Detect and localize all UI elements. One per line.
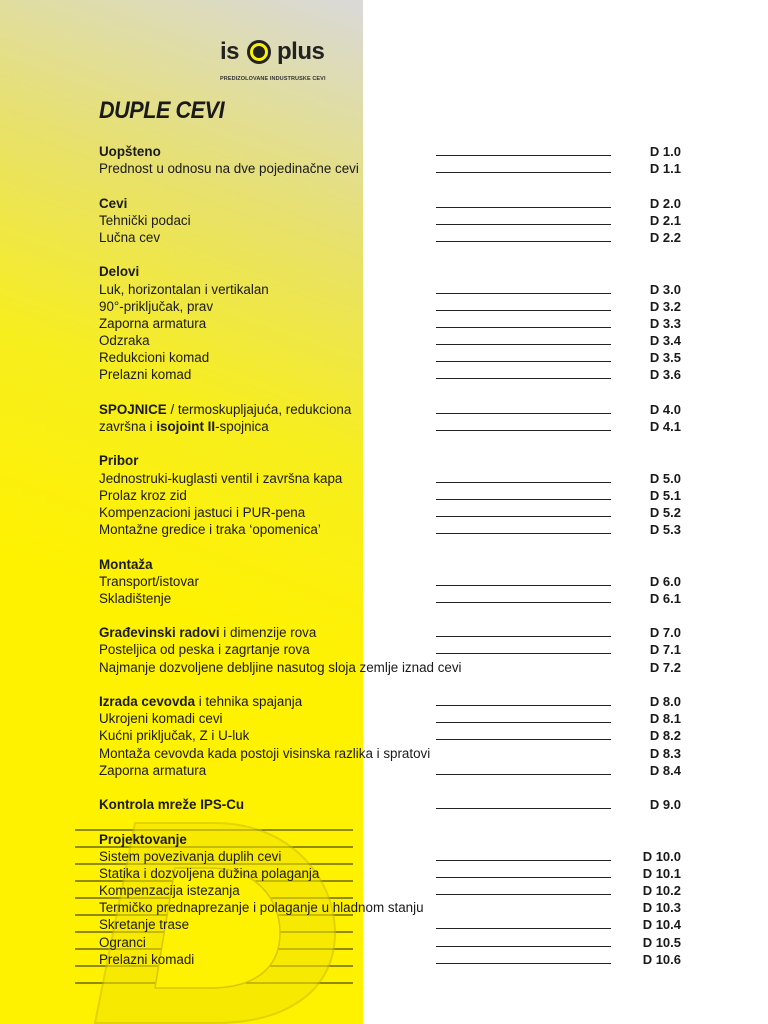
toc-entry-code: D 10.2 (642, 883, 681, 899)
toc-entry (99, 951, 689, 968)
toc-entry-label: Pribor (99, 453, 139, 469)
toc-entry-code: D 10.4 (642, 917, 681, 933)
leader-line (436, 310, 611, 311)
toc-entry (99, 573, 689, 590)
toc-entry (99, 229, 689, 246)
leader-line (436, 705, 611, 706)
toc-entry (99, 934, 689, 951)
leader-line (436, 413, 611, 414)
toc-entry (99, 899, 689, 916)
toc-entry-label: Zaporna armatura (99, 315, 207, 331)
toc-entry-code: D 10.6 (642, 951, 681, 967)
toc-entry (99, 693, 689, 710)
toc-entry (99, 916, 689, 933)
toc-entry-code: D 4.0 (649, 401, 681, 417)
toc-entry (99, 590, 689, 607)
leader-line (436, 224, 611, 225)
isoplus-logo (220, 38, 330, 88)
toc-entry-label: Jednostruki-kuglasti ventil i završna kapa (99, 470, 343, 486)
toc-entry-code: D 7.0 (649, 625, 681, 641)
toc-entry-label: Montaža cevovda kada postoji visinska razlika i spratovi (99, 745, 431, 761)
toc-section-heading (99, 195, 689, 212)
toc-entry (99, 487, 689, 504)
section-gap (99, 435, 689, 452)
toc-entry-code: D 8.3 (649, 745, 681, 761)
toc-entry-code: D 3.5 (649, 350, 681, 366)
section-gap (99, 384, 689, 401)
section-gap (99, 538, 689, 555)
toc-entry-code: D 6.0 (649, 573, 681, 589)
toc-entry-label: Statika i dozvoljena dužina polaganja (99, 865, 320, 881)
toc-entry-label: Skladištenje (99, 590, 172, 606)
toc-entry-code: D 1.0 (649, 144, 681, 159)
toc-entry (99, 848, 689, 865)
leader-line (436, 327, 611, 328)
toc-entry-code: D 4.1 (649, 419, 681, 434)
leader-line (436, 378, 611, 379)
leader-line (436, 860, 611, 861)
leader-line (436, 722, 611, 723)
toc-section-heading (99, 796, 689, 813)
toc-entry-code: D 7.1 (649, 642, 681, 658)
section-gap (99, 779, 689, 796)
toc-entry-code: D 3.3 (649, 315, 681, 331)
toc-entry (99, 710, 689, 727)
toc-section-heading (99, 263, 689, 280)
section-gap (99, 813, 689, 830)
toc-entry-label: Građevinski radovi i dimenzije rova (99, 625, 317, 641)
leader-line (436, 894, 611, 895)
leader-line (436, 361, 611, 362)
toc-entry-label: Ukrojeni komadi cevi (99, 711, 223, 727)
toc-entry-label: Kućni priključak, Z i U-luk (99, 728, 250, 744)
toc-entry (99, 332, 689, 349)
toc-entry (99, 762, 689, 779)
leader-line (436, 241, 611, 242)
toc-entry-code: D 5.0 (649, 470, 681, 486)
leader-line (436, 774, 611, 775)
toc-section-heading (99, 452, 689, 469)
toc-entry (99, 504, 689, 521)
toc-entry-label: Izrada cevovda i tehnika spajanja (99, 694, 303, 709)
leader-line (436, 533, 611, 534)
section-gap (99, 607, 689, 624)
section-gap (99, 177, 689, 194)
toc-entry-code: D 10.0 (642, 848, 681, 864)
leader-line (436, 482, 611, 483)
leader-line (436, 207, 611, 208)
toc-entry-label: Zaporna armatura (99, 762, 207, 778)
toc-entry (99, 470, 689, 487)
toc-entry-label: Uopšteno (99, 144, 161, 159)
toc-entry-label: Projektovanje (99, 831, 187, 847)
toc-entry-label: Sistem povezivanja duplih cevi (99, 848, 282, 864)
leader-line (436, 946, 611, 947)
leader-line (436, 928, 611, 929)
toc-entry-label: Termičko prednaprezanje i polaganje u hladnom stanju (99, 900, 424, 916)
logo-text-left: is (220, 38, 240, 65)
leader-line (436, 155, 611, 156)
toc-entry-code: D 3.6 (649, 367, 681, 383)
toc-entry-label: Lučna cev (99, 229, 161, 245)
toc-entry-label: Skretanje trase (99, 917, 190, 933)
toc-entry-code: D 3.4 (649, 333, 681, 349)
toc-entry-label: Cevi (99, 195, 128, 211)
toc-entry-label: Luk, horizontalan i vertikalan (99, 281, 269, 297)
toc-entry-label: Transport/istovar (99, 573, 199, 589)
toc-entry (99, 727, 689, 744)
toc-entry-label: Kontrola mreže IPS-Cu (99, 797, 245, 813)
leader-line (436, 653, 611, 654)
toc-entry-code: D 5.1 (649, 487, 681, 503)
toc-entry-code: D 2.2 (649, 229, 681, 245)
toc-entry (99, 521, 689, 538)
toc-entry-label: Tehnički podaci (99, 212, 191, 228)
toc-entry-label: Posteljica od peska i zagrtanje rova (99, 642, 310, 658)
toc-section-heading (99, 831, 689, 848)
toc-entry-label: Prednost u odnosu na dve pojedinačne cevi (99, 161, 359, 177)
toc-entry-code: D 3.2 (649, 298, 681, 314)
toc-entry-code: D 8.0 (649, 694, 681, 709)
toc-entry-label: Prelazni komad (99, 367, 192, 383)
toc-entry-code: D 1.1 (649, 161, 681, 177)
toc-entry-label: Kompenzacioni jastuci i PUR-pena (99, 504, 306, 520)
leader-line (436, 344, 611, 345)
toc-entry-label: Prolaz kroz zid (99, 487, 187, 503)
toc-entry-code: D 3.0 (649, 281, 681, 297)
leader-line (436, 636, 611, 637)
toc-entry-label: Prelazni komadi (99, 951, 195, 967)
toc-entry (99, 418, 689, 435)
toc-entry-code: D 8.1 (649, 711, 681, 727)
logo-text-right: plus (277, 38, 325, 65)
toc-entry-label: 90°-priključak, prav (99, 298, 214, 314)
toc-section-heading (99, 556, 689, 573)
toc-entry-code: D 2.0 (649, 195, 681, 211)
toc-entry-label: Montažne gredice i traka ‘opomenica’ (99, 522, 321, 538)
toc-entry-label: završna i isojoint II-spojnica (99, 419, 269, 434)
toc-entry (99, 160, 689, 177)
toc-entry-code: D 10.1 (642, 865, 681, 881)
toc-entry (99, 745, 689, 762)
toc-entry (99, 659, 689, 676)
toc-entry-label: SPOJNICE / termoskupljajuća, redukciona (99, 401, 352, 417)
leader-line (436, 602, 611, 603)
toc-entry-code: D 5.2 (649, 504, 681, 520)
leader-line (436, 739, 611, 740)
toc-entry-label: Redukcioni komad (99, 350, 210, 366)
toc-entry-code: D 10.3 (642, 900, 681, 916)
toc-entry (99, 641, 689, 658)
toc-entry-code: D 9.0 (649, 797, 681, 813)
toc-entry (99, 349, 689, 366)
leader-line (436, 877, 611, 878)
toc-entry-label: Najmanje dozvoljene debljine nasutog sloja zemlje iznad cevi (99, 659, 462, 675)
toc-entry-label: Odzraka (99, 333, 150, 349)
toc-entry-code: D 8.4 (649, 762, 681, 778)
toc-entry-label: Ogranci (99, 934, 146, 950)
toc-entry (99, 315, 689, 332)
toc-entry-label: Delovi (99, 264, 140, 280)
toc-entry-code: D 7.2 (649, 659, 681, 675)
toc-entry (99, 882, 689, 899)
table-of-contents (99, 143, 689, 968)
toc-entry (99, 298, 689, 315)
leader-line (436, 430, 611, 431)
leader-line (436, 585, 611, 586)
leader-line (436, 499, 611, 500)
toc-entry-code: D 10.5 (642, 934, 681, 950)
section-gap (99, 246, 689, 263)
toc-entry-label: Montaža (99, 556, 153, 572)
toc-entry-code: D 8.2 (649, 728, 681, 744)
section-gap (99, 676, 689, 693)
toc-section-heading (99, 143, 689, 160)
leader-line (436, 808, 611, 809)
toc-entry (99, 212, 689, 229)
toc-entry (99, 401, 689, 418)
toc-entry-code: D 5.3 (649, 522, 681, 538)
logo-circle-icon (247, 40, 271, 64)
logo-tagline: PREDIZOLOVANE INDUSTRUSKE CEVI (220, 76, 326, 82)
toc-entry (99, 624, 689, 641)
leader-line (436, 963, 611, 964)
toc-entry (99, 281, 689, 298)
toc-entry (99, 865, 689, 882)
leader-line (436, 293, 611, 294)
leader-line (436, 516, 611, 517)
toc-entry (99, 366, 689, 383)
leader-line (436, 172, 611, 173)
toc-entry-code: D 2.1 (649, 212, 681, 228)
page-title: DUPLE CEVI (99, 97, 225, 124)
toc-entry-code: D 6.1 (649, 590, 681, 606)
toc-entry-label: Kompenzacija istezanja (99, 883, 240, 899)
